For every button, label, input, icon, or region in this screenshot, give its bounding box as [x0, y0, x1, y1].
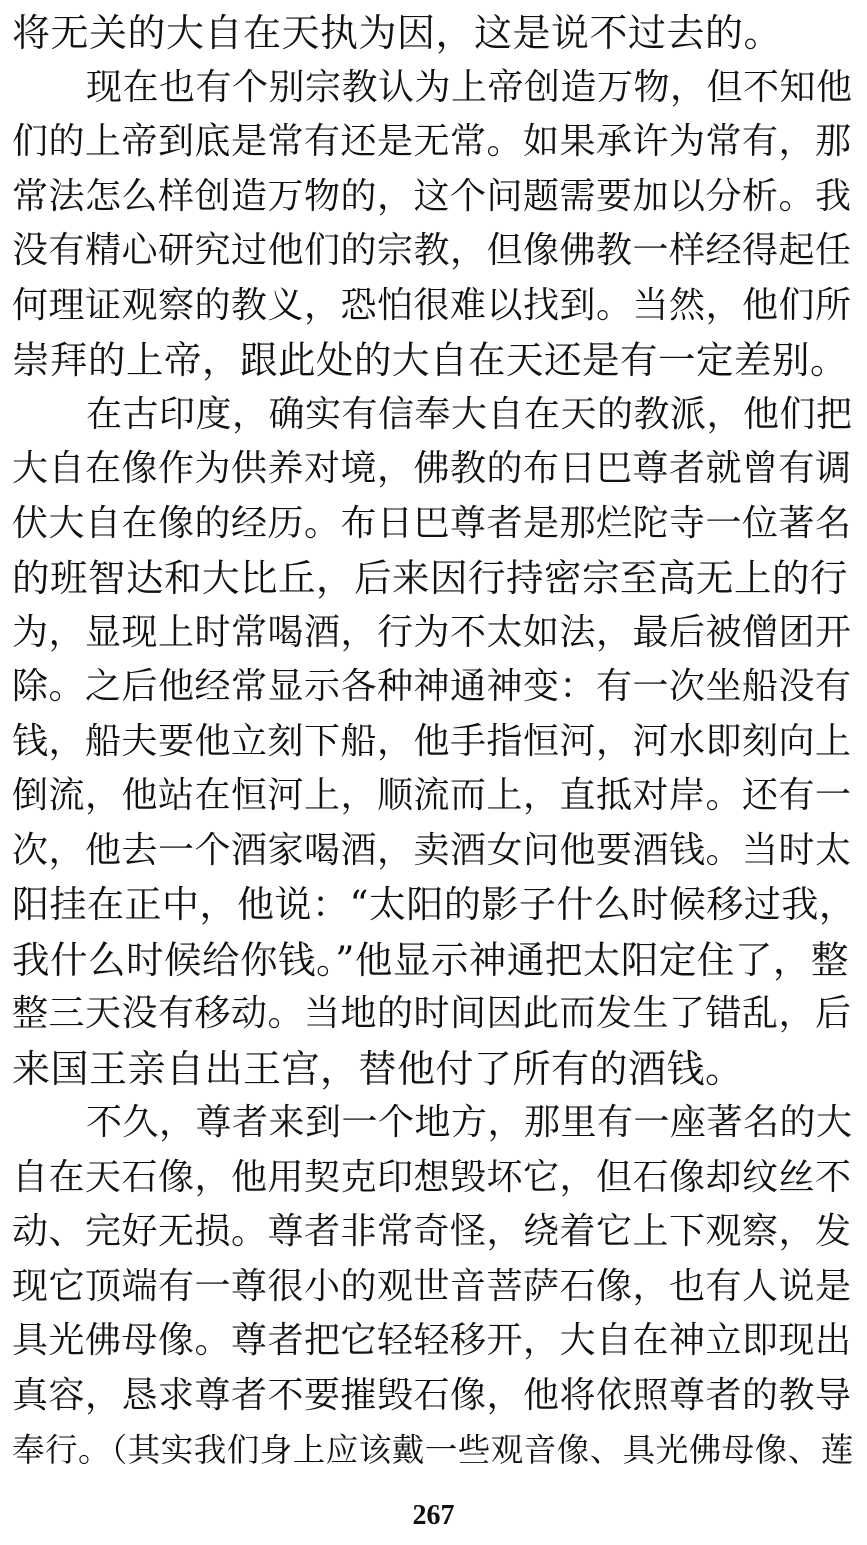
- text-line: 常法怎么样创造万物的，这个问题需要加以分析。我: [12, 175, 852, 217]
- text-line: 为，显现上时常喝酒，行为不太如法，最后被僧团开: [12, 611, 852, 653]
- text-line: 次，他去一个酒家喝酒，卖酒女问他要酒钱。当时太: [12, 829, 852, 871]
- text-line: 在古印度，确实有信奉大自在天的教派，他们把: [86, 393, 853, 435]
- text-line: 我什么时候给你钱。”他显示神通把太阳定住了，整: [12, 937, 849, 982]
- text-line: 奉行。（其实我们身上应该戴一些观音像、具光佛母像、莲: [12, 1431, 854, 1469]
- text-line: 整三天没有移动。当地的时间因此而发生了错乱，后: [12, 993, 852, 1034]
- text-line: 不久，尊者来到一个地方，那里有一座著名的大: [86, 1102, 853, 1143]
- text-line: 现在也有个别宗教认为上帝创造万物，但不知他: [86, 66, 853, 108]
- text-line: 伏大自在像的经历。布日巴尊者是那烂陀寺一位著名: [12, 502, 852, 544]
- text-line: 现它顶端有一尊很小的观世音菩萨石像，也有人说是: [12, 1265, 852, 1307]
- text-line: 没有精心研究过他们的宗教，但像佛教一样经得起任: [12, 230, 852, 271]
- text-line: 动、完好无损。尊者非常奇怪，绕着它上下观察，发: [12, 1211, 852, 1252]
- text-line: 倒流，他站在恒河上，顺流而上，直抵对岸。还有一: [12, 775, 852, 816]
- text-line: 来国王亲自出王宫，替他付了所有的酒钱。: [12, 1046, 744, 1091]
- text-line: 阳挂在正中，他说：“太阳的影子什么时候移过我，: [12, 883, 857, 926]
- body-text: [12, 6, 858, 1478]
- text-line: 崇拜的上帝，跟此处的大自在天还是有一定差别。: [12, 338, 848, 382]
- text-line: 将无关的大自在天执为因，这是说不过去的。: [12, 11, 783, 55]
- page-number: 267: [412, 1500, 455, 1531]
- text-line: 真容，恳求尊者不要摧毁石像，他将依照尊者的教导: [12, 1374, 852, 1416]
- text-line: 具光佛母像。尊者把它轻轻移开，大自在神立即现出: [12, 1320, 852, 1361]
- text-line: 何理证观察的教义，恐怕很难以找到。当然，他们所: [12, 284, 852, 326]
- text-line: 大自在像作为供养对境，佛教的布日巴尊者就曾有调: [12, 448, 852, 489]
- text-line: 的班智达和大比丘，后来因行持密宗至高无上的行: [12, 556, 848, 600]
- text-line: 自在天石像，他用契克印想毁坏它，但石像却纹丝不: [12, 1156, 852, 1198]
- text-line: 钱，船夫要他立刻下船，他手指恒河，河水即刻向上: [12, 720, 852, 762]
- text-line: 们的上帝到底是常有还是无常。如果承许为常有，那: [12, 121, 852, 162]
- text-line: 除。之后他经常显示各种神通神变：有一次坐船没有: [12, 666, 852, 707]
